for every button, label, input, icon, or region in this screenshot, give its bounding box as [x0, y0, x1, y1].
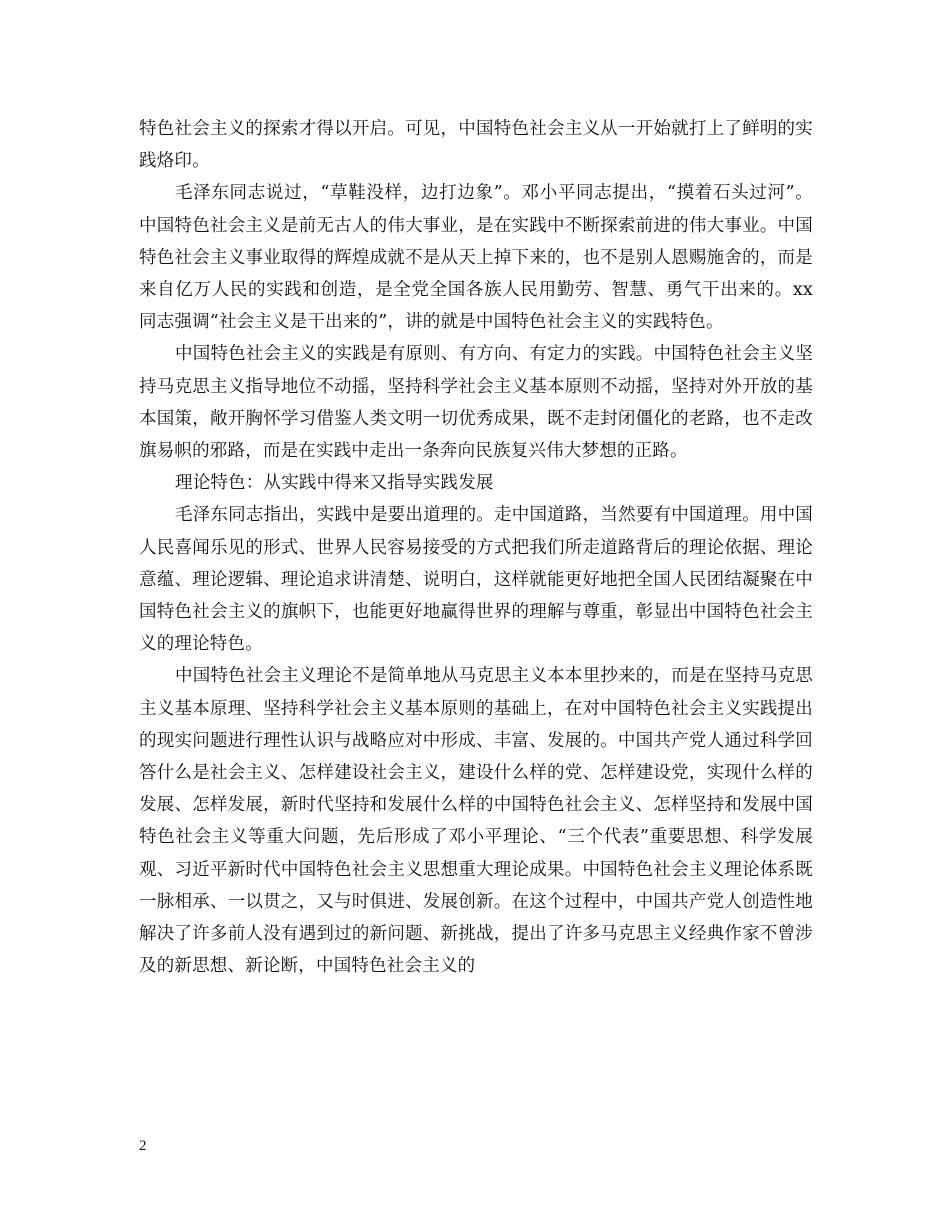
paragraph: 特色社会主义的探索才得以开启。可见，中国特色社会主义从一开始就打上了鲜明的实践烙印。	[139, 119, 813, 172]
document-body	[139, 113, 813, 982]
paragraph: 毛泽东同志说过，“草鞋没样，边打边象”。邓小平同志提出，“摸着石头过河”。中国特色社会主义是前无古人的伟大事业，是在实践中不断探索前进的伟大事业。中国特色社会主义事业取得的辉煌成就不是从天上掉下来的，也不是别人恩赐施舍的，而是来自亿万人民的实践和创造，是全党全国各族人民用勤劳、智慧、勇气干出来的。xx 同志强调“社会主义是干出来的”，讲的就是中国特色社会主义的实践特色。	[139, 183, 813, 333]
paragraph: 中国特色社会主义的实践是有原则、有方向、有定力的实践。中国特色社会主义坚持马克思主义指导地位不动摇，坚持科学社会主义基本原则不动摇，坚持对外开放的基本国策，敞开胸怀学习借鉴人类文明一切优秀成果，既不走封闭僵化的老路，也不走改旗易帜的邪路，而是在实践中走出一条奔向民族复兴伟大梦想的正路。	[139, 344, 813, 462]
page-number: 2	[139, 1138, 147, 1154]
paragraph: 毛泽东同志指出，实践中是要出道理的。走中国道路，当然要有中国道理。用中国人民喜闻乐见的形式、世界人民容易接受的方式把我们所走道路背后的理论依据、理论意蕴、理论逻辑、理论追求讲清楚、说明白，这样就能更好地把全国人民团结凝聚在中国特色社会主义的旗帜下，也能更好地赢得世界的理解与尊重，彰显出中国特色社会主义的理论特色。	[139, 505, 813, 655]
paragraph: 中国特色社会主义理论不是简单地从马克思主义本本里抄来的，而是在坚持马克思主义基本原理、坚持科学社会主义基本原则的基础上，在对中国特色社会主义实践提出的现实问题进行理性认识与战略应对中形成、丰富、发展的。中国共产党人通过科学回答什么是社会主义、怎样建设社会主义，建设什么样的党、怎样建设党，实现什么样的发展、怎样发展，新时代坚持和发展什么样的中国特色社会主义、怎样坚持和发展中国特色社会主义等重大问题，先后形成了邓小平理论、“三个代表”重要思想、科学发展观、习近平新时代中国特色社会主义思想重大理论成果。中国特色社会主义理论体系既一脉相承、一以贯之，又与时俱进、发展创新。在这个过程中，中国共产党人创造性地解决了许多前人没有遇到过的新问题、新挑战，提出了许多马克思主义经典作家不曾涉及的新思想、新论断，中国特色社会主义的	[139, 666, 813, 977]
section-heading: 理论特色：从实践中得来又指导实践发展	[175, 473, 494, 494]
